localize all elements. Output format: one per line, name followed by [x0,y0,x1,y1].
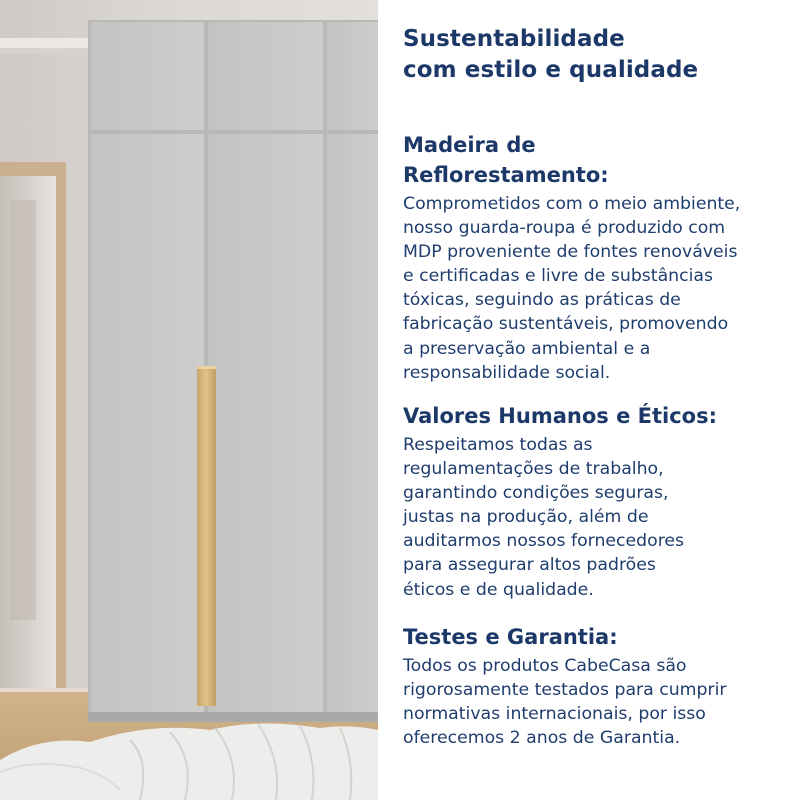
main-door-1 [91,134,204,712]
wardrobe-photo [0,0,378,800]
main-door-2 [208,134,323,712]
section-body [403,654,795,750]
upper-door-1 [91,22,204,130]
body-line: Todos os produtos CabeCasa são [403,656,687,676]
upper-door-3 [327,22,378,130]
body-line: tóxicas, seguindo as práticas de [403,290,681,311]
section-tests-warranty [403,622,795,750]
body-line: para assegurar altos padrões [403,555,656,576]
page-title [403,24,793,86]
heading-line: Reflorestamento: [403,163,609,187]
section-heading: Testes e Garantia: [403,625,618,649]
body-line: éticos e de qualidade. [403,579,594,600]
body-line: normativas internacionais, por isso [403,704,706,725]
body-line: oferecemos 2 anos de Garantia. [403,728,681,749]
body-line: e certificadas e livre de substâncias [403,266,714,287]
body-line: justas na produção, além de [403,507,649,528]
body-line: responsabilidade social. [403,362,611,383]
section-body [403,433,795,602]
body-line: garantindo condições seguras, [403,483,669,504]
body-line: fabricação sustentáveis, promovendo [403,314,729,335]
main-door-3 [327,134,378,712]
section-heading [403,130,795,190]
upper-door-2 [208,22,323,130]
section-human-values [403,401,795,602]
title-line: Sustentabilidade [403,26,625,52]
ceiling-molding [0,38,92,48]
title-line: com estilo e qualidade [403,57,699,83]
section-body [403,192,795,385]
text-panel [378,0,800,800]
body-line: Respeitamos todas as [403,435,593,455]
heading-line: Madeira de [403,133,536,157]
body-line: auditarmos nossos fornecedores [403,531,685,552]
body-line: a preservação ambiental e a [403,338,651,359]
section-heading: Valores Humanos e Éticos: [403,404,717,428]
body-line: MDP proveniente de fontes renováveis [403,242,738,263]
body-line: Comprometidos com o meio ambiente, [403,194,741,214]
body-line: regulamentações de trabalho, [403,459,664,480]
section-reforestation [403,130,795,385]
wooden-handle [197,366,216,706]
body-line: nosso guarda-roupa é produzido com [403,218,726,239]
body-line: rigorosamente testados para cumprir [403,680,727,701]
